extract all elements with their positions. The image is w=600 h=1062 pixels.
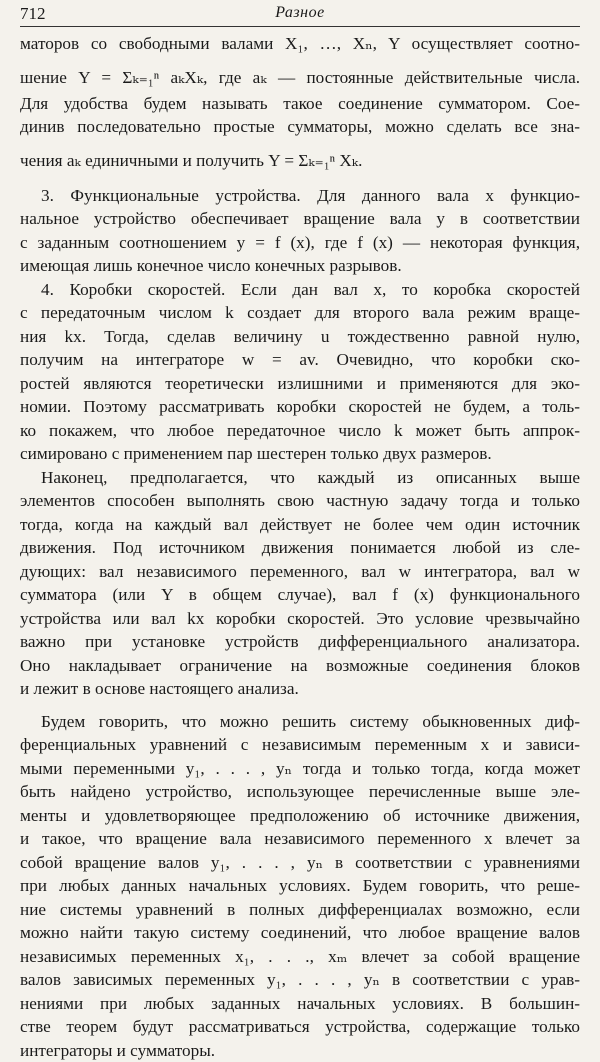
text-line: нальное устройство обеспечивает вращение вала y в соответствии xyxy=(20,207,580,231)
text-line: валов зависимых переменных y₁, . . . , yₙ в соответствии с урав- xyxy=(20,968,580,992)
text-line: с заданным соотношением y = f (x), где f (x) — некоторая функция, xyxy=(20,231,580,255)
text-line: 4. Коробки скоростей. Если дан вал x, то коробка скоростей xyxy=(20,278,580,302)
text-line: дующих: вал независимого переменного, вал w интегратора, вал w xyxy=(20,560,580,584)
text-line: мыми переменными y₁, . . . , yₙ тогда и только тогда, когда может xyxy=(20,757,580,781)
text-line: нениями при любых заданных начальных условиях. В большин- xyxy=(20,992,580,1016)
text-line: собой вращение валов y₁, . . . , yₙ в соответствии с уравнениями xyxy=(20,851,580,875)
text-line: менты и удовлетворяющее предположению об источнике движения, xyxy=(20,804,580,828)
header-rule xyxy=(20,26,580,27)
text-line: элементов способен выполнять свою частную задачу тогда и только xyxy=(20,489,580,513)
text-line: Оно накладывает ограничение на возможные соединения блоков xyxy=(20,654,580,678)
text-line: 3. Функциональные устройства. Для данного вала x функцио- xyxy=(20,184,580,208)
text-line: при любых данных начальных условиях. Будем говорить, что реше- xyxy=(20,874,580,898)
text-line: устройства или вал kx коробки скоростей. Это условие чрезвычайно xyxy=(20,607,580,631)
text-line: с передаточным числом k создает для второго вала режим враще- xyxy=(20,301,580,325)
text-line: маторов со свободными валами X₁, …, Xₙ, Y осуществляет соотно- xyxy=(20,32,580,56)
text-line: интеграторы и сумматоры. xyxy=(20,1039,580,1062)
text-line: симировано с применением пар шестерен только двух размеров. xyxy=(20,442,580,466)
page-body xyxy=(20,32,580,1062)
text-line: и лежит в основе настоящего анализа. xyxy=(20,677,580,701)
text-line: быть найдено устройство, использующее перечисленные выше эле- xyxy=(20,780,580,804)
text-line: ко покажем, что любое передаточное число k может быть аппрок- xyxy=(20,419,580,443)
text-line: можно найти такую систему соединений, что любое вращение валов xyxy=(20,921,580,945)
page-number: 712 xyxy=(20,4,46,24)
text-line: сумматора (или Y в общем случае), вал f (x) функционального xyxy=(20,583,580,607)
text-line: независимых переменных x₁, . . ., xₘ влечет за собой вращение xyxy=(20,945,580,969)
text-line: динив последовательно простые сумматоры, можно сделать все зна- xyxy=(20,115,580,139)
text-line: ние системы уравнений в полных дифференциалах возможно, если xyxy=(20,898,580,922)
text-line: ния kx. Тогда, сделав величину u тождественно равной нулю, xyxy=(20,325,580,349)
running-title: Разное xyxy=(20,4,580,22)
text-line: шение Y = Σₖ₌₁ⁿ aₖXₖ, где aₖ — постоянные действительные числа. xyxy=(20,56,580,92)
text-line: чения aₖ единичными и получить Y = Σₖ₌₁ⁿ Xₖ. xyxy=(20,139,580,175)
text-line: стве теорем будут рассматриваться устройства, содержащие только xyxy=(20,1015,580,1039)
text-line: ростей являются теоретически излишними и применяются для эко- xyxy=(20,372,580,396)
text-line: Будем говорить, что можно решить систему обыкновенных диф- xyxy=(20,710,580,734)
text-line: имеющая лишь конечное число конечных разрывов. xyxy=(20,254,580,278)
text-line: важно при установке устройств дифференциального анализатора. xyxy=(20,630,580,654)
text-line: тогда, когда на каждый вал действует не более чем один источник xyxy=(20,513,580,537)
text-line: ференциальных уравнений с независимым переменным x и зависи- xyxy=(20,733,580,757)
text-line: Для удобства будем называть такое соединение сумматором. Сое- xyxy=(20,92,580,116)
page-header xyxy=(20,2,580,24)
text-line: движения. Под источником движения понимается любой из сле- xyxy=(20,536,580,560)
text-line: Наконец, предполагается, что каждый из описанных выше xyxy=(20,466,580,490)
text-line: номии. Поэтому рассматривать коробки скоростей не будем, а толь- xyxy=(20,395,580,419)
text-line: и такое, что вращение вала независимого переменного x влечет за xyxy=(20,827,580,851)
text-line: получим на интеграторе w = av. Очевидно, что коробки ско- xyxy=(20,348,580,372)
